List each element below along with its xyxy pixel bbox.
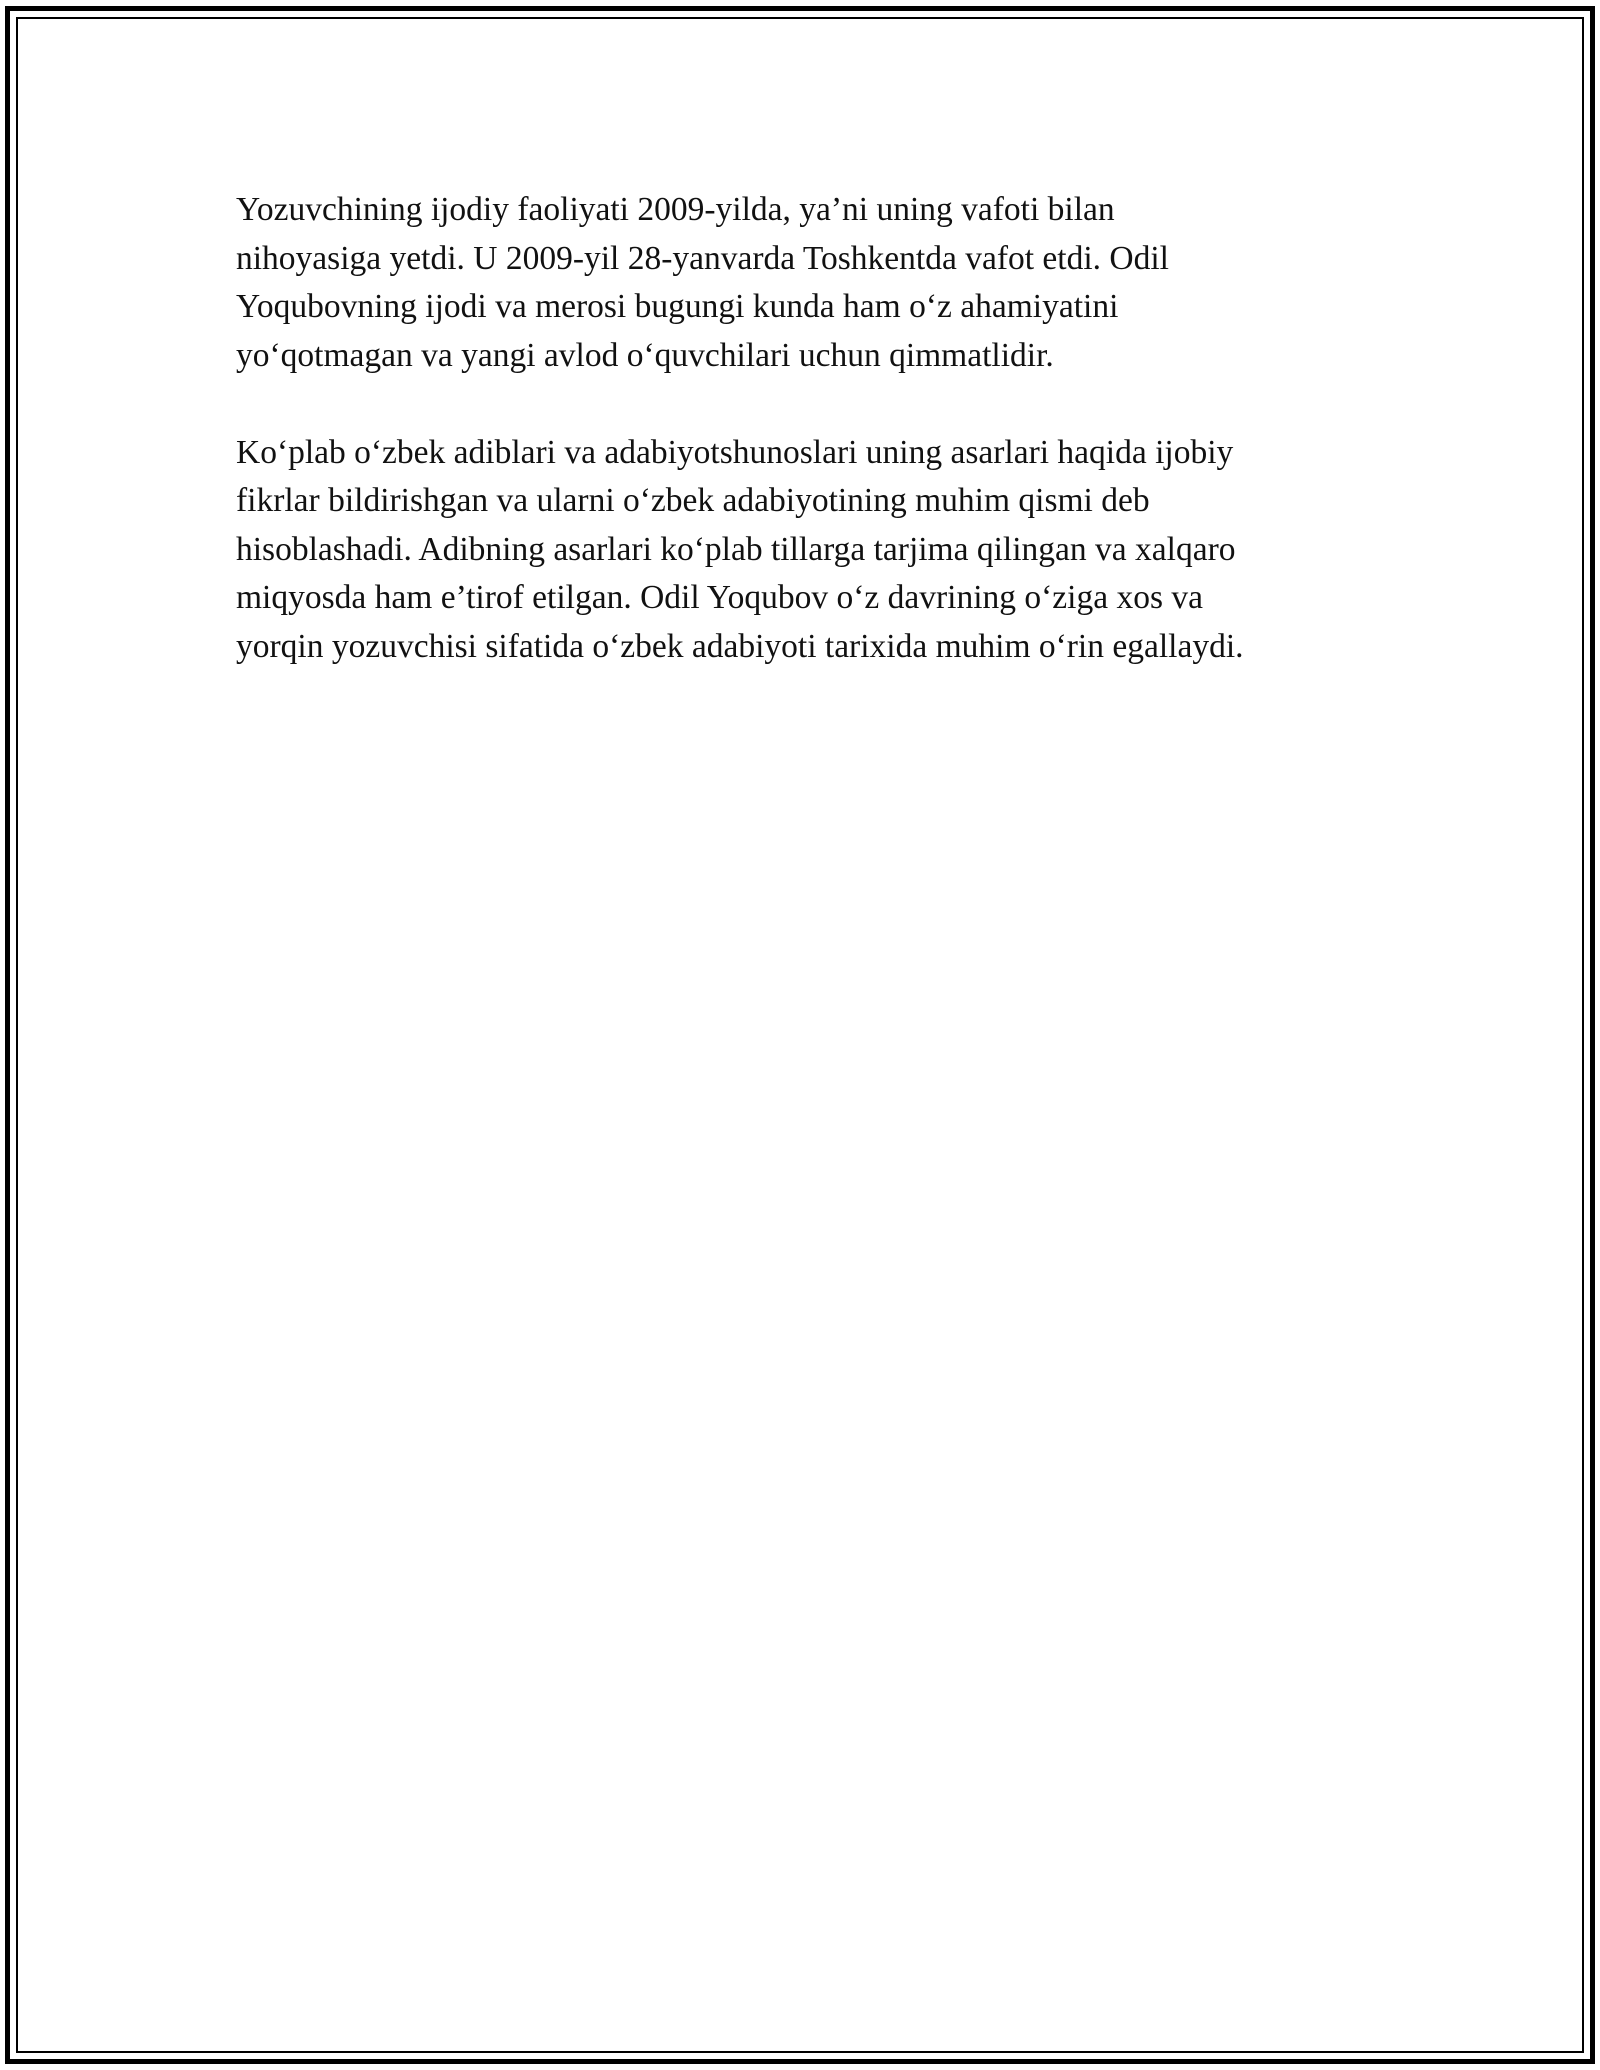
paragraph-line: Yoqubovning ijodi va merosi bugungi kunda ham o‘z ahamiyatini — [236, 288, 1119, 325]
document-body — [236, 186, 1376, 720]
paragraph-line: miqyosda ham e’tirof etilgan. Odil Yoqubov o‘z davrining o‘ziga xos va — [236, 579, 1204, 616]
paragraph-line: Yozuvchining ijodiy faoliyati 2009-yilda, ya’ni uning vafoti bilan — [236, 191, 1115, 228]
paragraph-2 — [236, 429, 1376, 672]
paragraph-line: yo‘qotmagan va yangi avlod o‘quvchilari uchun qimmatlidir. — [236, 336, 1054, 374]
paragraph-line: nihoyasiga yetdi. U 2009-yil 28-yanvarda Toshkentda vafot etdi. Odil — [236, 239, 1169, 277]
paragraph-1 — [236, 186, 1376, 380]
paragraph-line: Ko‘plab o‘zbek adiblari va adabiyotshunoslari uning asarlari haqida ijobiy — [236, 433, 1234, 471]
paragraph-line: fikrlar bildirishgan va ularni o‘zbek adabiyotining muhim qismi deb — [236, 482, 1150, 519]
paragraph-line: hisoblashadi. Adibning asarlari ko‘plab tillarga tarjima qilingan va xalqaro — [236, 530, 1236, 568]
paragraph-line: yorqin yozuvchisi sifatida o‘zbek adabiyoti tarixida muhim o‘rin egallaydi. — [236, 627, 1244, 665]
